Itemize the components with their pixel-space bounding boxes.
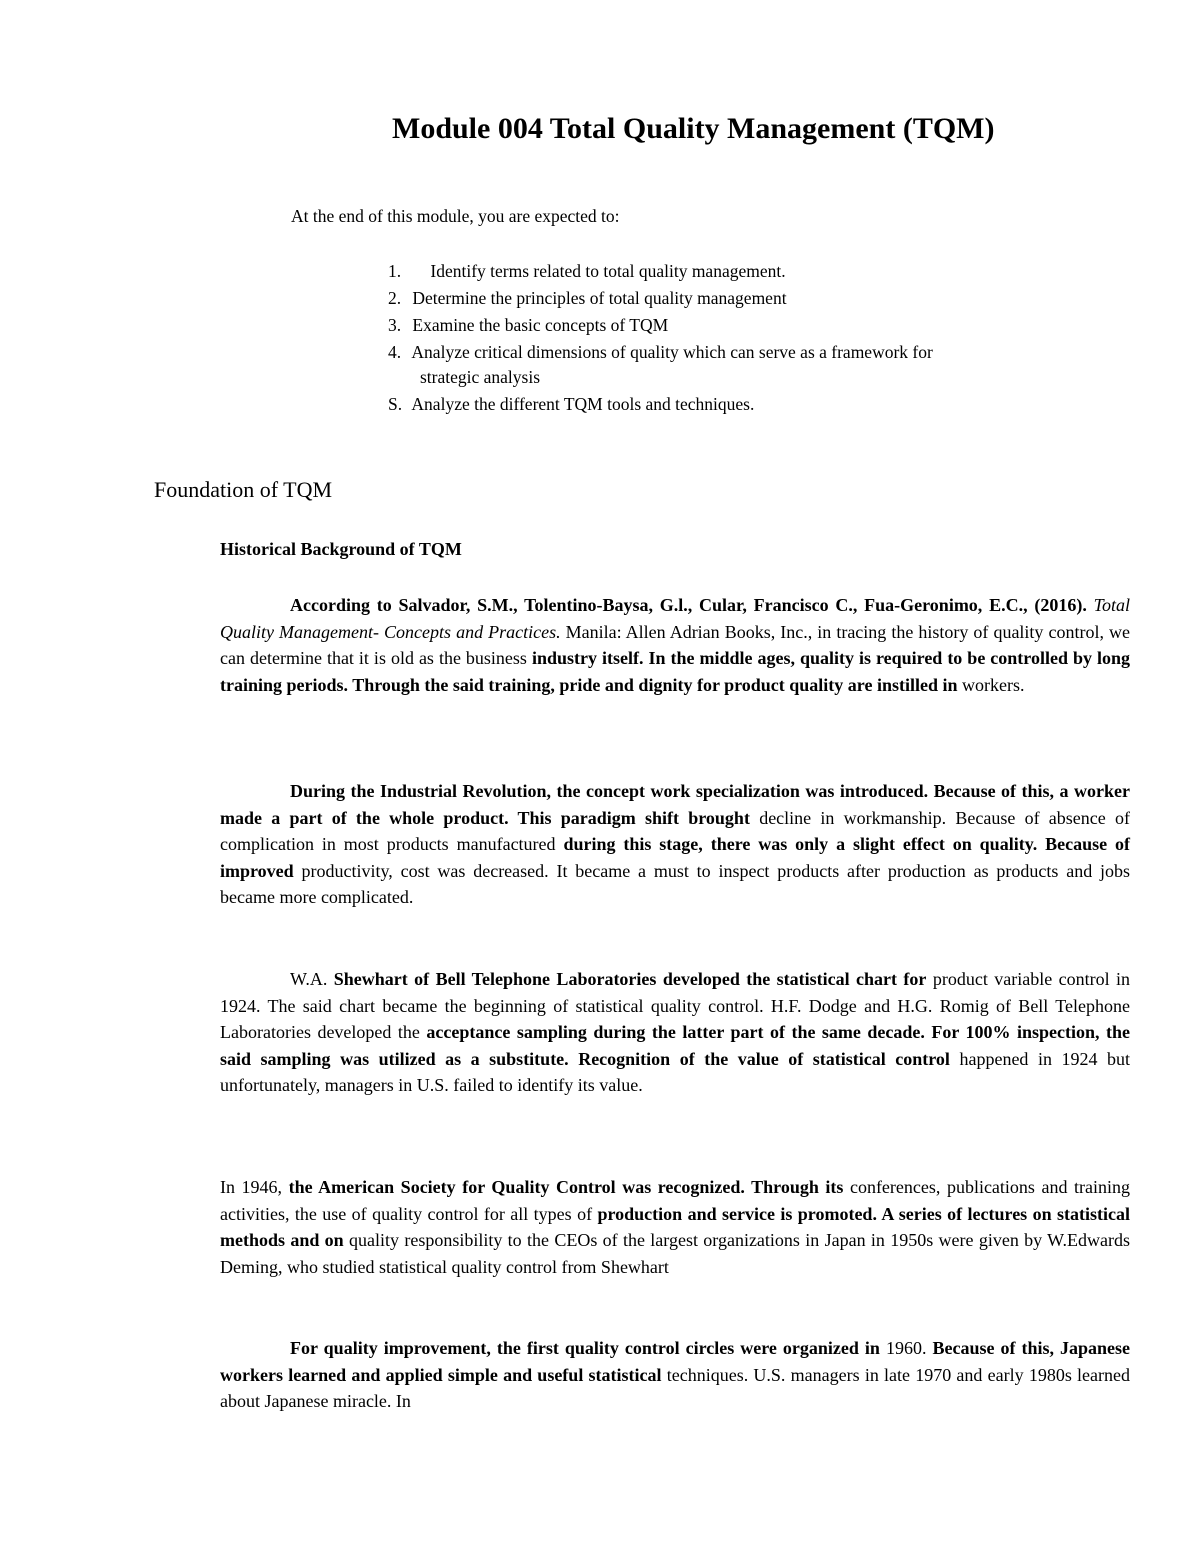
paragraph-3	[220, 966, 1130, 1099]
list-item-text: Determine the principles of total quality management	[412, 288, 787, 308]
paragraph-text: product variable control in 1924. The said chart became the beginning of statistical quality control. H.F. Dodge and H.G. Romig of Bell Telephone Laboratories developed the	[220, 969, 1131, 1043]
list-item-text: Analyze critical dimensions of quality which can serve as a framework for	[411, 342, 933, 362]
list-item-continuation: strategic analysis	[420, 367, 541, 387]
list-item	[388, 391, 933, 418]
list-item	[388, 339, 933, 391]
paragraph-1	[220, 592, 1130, 698]
paragraph-text: conferences, publications and training activities, the use of quality control for all types of	[220, 1177, 1131, 1224]
paragraph-text: quality responsibility to the CEOs of the largest organizations in Japan in 1950s were given by W.Edwards Deming, who studied statistical quality control from Shewhart	[220, 1230, 1130, 1277]
objectives-intro: At the end of this module, you are expected to:	[291, 206, 620, 226]
paragraph-text: workers.	[961, 674, 1025, 695]
paragraph-4	[220, 1174, 1130, 1280]
paragraph-text: W.A.	[290, 969, 328, 989]
paragraph-text: techniques. U.S. managers in late 1970 and early 1980s learned about Japanese miracle. In	[220, 1364, 1130, 1412]
paragraph-text: productivity, cost was decreased. It became a must to inspect products after production as products and jobs became more complicated.	[220, 860, 1131, 908]
paragraph-text: 1960.	[885, 1338, 927, 1358]
list-item-text: Examine the basic concepts of TQM	[412, 315, 669, 335]
paragraph-2	[220, 778, 1130, 911]
objectives-list	[388, 258, 933, 418]
list-item-number: 3.	[388, 315, 402, 335]
citation-reference: According to Salvador, S.M., Tolentino-Baysa, G.l., Cular, Francisco C., Fua-Geronimo, E.C., (2016).	[290, 595, 1087, 615]
list-item-number: S.	[388, 394, 403, 414]
paragraph-5	[220, 1335, 1130, 1415]
paragraph-bold-text: Shewhart of Bell Telephone Laboratories developed the statistical chart for	[333, 969, 927, 989]
paragraph-bold-text: During the Industrial Revolution, the concept work specialization was introduced. Because of this, a worker made a part of the whole product. This paradigm shift brought	[220, 781, 1130, 828]
paragraph-bold-text: For quality improvement, the first quality control circles were organized in	[290, 1338, 880, 1358]
list-item-text: Identify terms related to total quality management.	[430, 261, 786, 281]
book-title: Total Quality Management- Concepts and Practices.	[220, 595, 1130, 642]
paragraph-text: Manila: Allen Adrian Books, Inc., in tracing the history of quality control, we can determine that it is old as the business	[220, 621, 1130, 669]
paragraph-bold-text: production and service is promoted. A series of lectures on statistical methods and on	[220, 1203, 1130, 1251]
list-item-number: 4.	[388, 342, 402, 362]
subsection-heading: Historical Background of TQM	[220, 539, 462, 559]
paragraph-bold-text: during this stage, there was only a slight effect on quality. Because of improved	[220, 834, 1130, 881]
document-title: Module 004 Total Quality Management (TQM)	[392, 112, 995, 145]
list-item-text: Analyze the different TQM tools and techniques.	[411, 394, 755, 414]
paragraph-bold-text: Because of this, Japanese workers learned and applied simple and useful statistical	[220, 1338, 1130, 1385]
list-item	[388, 312, 933, 339]
paragraph-bold-text: the American Society for Quality Control was recognized. Through its	[288, 1177, 844, 1197]
paragraph-text: decline in workmanship. Because of absence of complication in most products manufactured	[220, 807, 1130, 855]
list-item-number: 2.	[388, 288, 402, 308]
paragraph-bold-text: acceptance sampling during the latter part of the same decade. For 100% inspection, the said sampling was utilized as a substitute. Recognition of the value of statistical control	[220, 1022, 1131, 1069]
paragraph-bold-text: industry itself. In the middle ages, quality is required to be controlled by long training periods. Through the said training, pride and dignity for product quality are instilled in	[220, 648, 1130, 695]
section-heading: Foundation of TQM	[154, 477, 333, 502]
list-item	[388, 285, 933, 312]
list-item	[388, 258, 933, 285]
paragraph-text: happened in 1924 but unfortunately, managers in U.S. failed to identify its value.	[220, 1048, 1130, 1096]
list-item-number: 1.	[388, 261, 402, 281]
paragraph-text: In 1946,	[220, 1177, 283, 1197]
